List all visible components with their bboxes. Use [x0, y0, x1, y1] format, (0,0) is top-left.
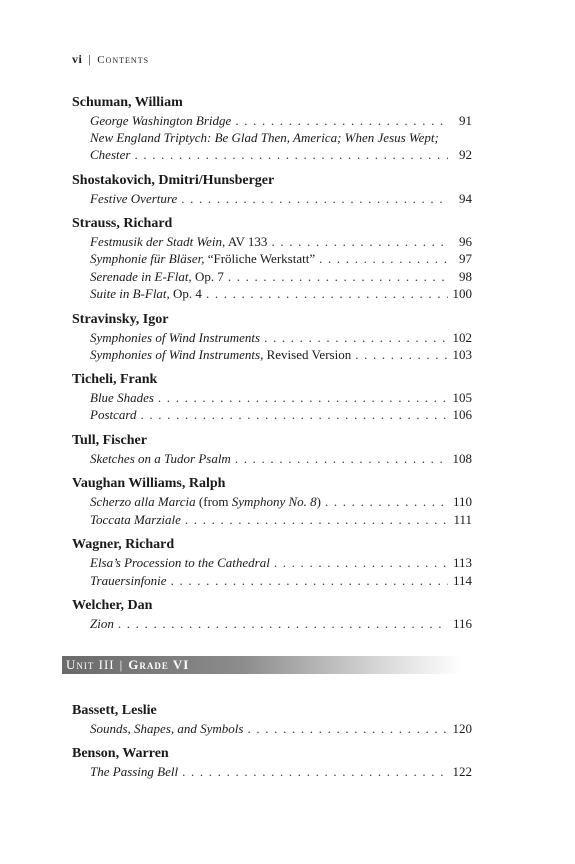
toc-entry[interactable]: [90, 615, 472, 632]
dot-leader: [134, 146, 448, 163]
toc-entry[interactable]: [90, 572, 472, 589]
toc-entry[interactable]: [90, 285, 472, 302]
page-ref: 110: [452, 494, 472, 509]
dot-leader: [325, 493, 448, 510]
unit-heading-bar: [62, 656, 462, 674]
dot-leader: [235, 112, 448, 129]
toc-entry[interactable]: [90, 493, 472, 510]
page-ref: 113: [452, 555, 472, 570]
page-ref: 102: [452, 330, 472, 345]
page-ref: 114: [452, 573, 472, 588]
work-title: Serenade in E-Flat,: [90, 269, 192, 284]
work-detail: AV 133: [225, 234, 268, 249]
page-ref: 97: [459, 251, 472, 266]
page-ref: 111: [453, 512, 472, 527]
dot-leader: [118, 615, 448, 632]
header-separator: |: [88, 52, 92, 66]
unit-separator: |: [119, 657, 124, 672]
composer-heading: Wagner, Richard: [72, 537, 175, 552]
toc-entry[interactable]: [90, 406, 472, 423]
composer-heading: Tull, Fischer: [72, 433, 147, 448]
work-title: Scherzo alla Marcia: [90, 494, 196, 509]
page-ref: 96: [459, 234, 472, 249]
work-title: Chester: [90, 147, 131, 162]
toc-entry[interactable]: [90, 233, 472, 250]
toc-entry[interactable]: [90, 763, 472, 780]
work-title: Symphonies of Wind Instruments,: [90, 347, 264, 362]
dot-leader: [355, 346, 448, 363]
composer-heading: Strauss, Richard: [72, 216, 173, 231]
work-detail: “Fröliche Werkstatt”: [204, 251, 316, 266]
page-ref: 120: [452, 721, 472, 736]
work-detail: Op. 4: [169, 286, 202, 301]
unit-label: Unit III: [66, 657, 115, 672]
page-ref: 100: [452, 286, 472, 301]
work-title: Blue Shades: [90, 390, 154, 405]
work-title: New England Triptych: Be Glad Then, America; When Jesus Wept;: [90, 130, 439, 145]
work-title: Sounds, Shapes, and Symbols: [90, 721, 244, 736]
composer-heading: Shostakovich, Dmitri/Hunsberger: [72, 173, 275, 188]
dot-leader: [247, 720, 448, 737]
composer-heading: Ticheli, Frank: [72, 372, 158, 387]
work-title: George Washington Bridge: [90, 113, 232, 128]
grade-label: Grade VI: [128, 657, 190, 672]
work-detail: (from: [195, 494, 232, 509]
page-ref: 106: [452, 407, 472, 422]
dot-leader: [171, 572, 448, 589]
dot-leader: [274, 554, 448, 571]
toc-entry[interactable]: [90, 190, 472, 207]
page-number: vi: [72, 52, 83, 66]
composer-heading: Stravinsky, Igor: [72, 312, 169, 327]
work-detail: Op. 7: [191, 269, 224, 284]
toc-entry[interactable]: [90, 346, 472, 363]
work-title: Toccata Marziale: [90, 512, 181, 527]
work-title: Symphonies of Wind Instruments: [90, 330, 261, 345]
work-title: Zion: [90, 616, 114, 631]
page-ref: 98: [459, 269, 472, 284]
page-ref: 108: [452, 451, 472, 466]
dot-leader: [158, 389, 448, 406]
dot-leader: [264, 329, 448, 346]
toc-entry[interactable]: [90, 554, 472, 571]
page-ref: 92: [459, 147, 472, 162]
composer-heading: Welcher, Dan: [72, 598, 153, 613]
work-title: Suite in B-Flat,: [90, 286, 170, 301]
toc-entry[interactable]: [90, 112, 472, 129]
dot-leader: [206, 285, 448, 302]
work-title: Festive Overture: [90, 191, 178, 206]
work-title: Festmusik der Stadt Wein,: [90, 234, 226, 249]
running-header: [72, 52, 149, 67]
toc-entry[interactable]: [90, 146, 472, 163]
work-detail: Revised Version: [263, 347, 352, 362]
composer-heading: Vaughan Williams, Ralph: [72, 476, 226, 491]
dot-leader: [140, 406, 448, 423]
toc-entry[interactable]: [90, 511, 472, 528]
toc-entry[interactable]: [90, 329, 472, 346]
toc-entry[interactable]: [90, 268, 472, 285]
header-title: Contents: [97, 54, 150, 66]
page-ref: 103: [452, 347, 472, 362]
page-ref: 105: [452, 390, 472, 405]
composer-heading: Bassett, Leslie: [72, 703, 157, 718]
page-ref: 116: [452, 616, 472, 631]
work-title: Elsa’s Procession to the Cathedral: [90, 555, 270, 570]
composer-heading: Schuman, William: [72, 95, 183, 110]
composer-heading: Benson, Warren: [72, 746, 169, 761]
work-detail-close: ): [316, 494, 321, 509]
toc-entry[interactable]: [90, 450, 472, 467]
work-title-secondary: Symphony No. 8: [231, 494, 317, 509]
work-title: The Passing Bell: [90, 764, 179, 779]
work-title: Trauersinfonie: [90, 573, 167, 588]
dot-leader: [182, 763, 448, 780]
work-title: Postcard: [90, 407, 137, 422]
work-title: Symphonie für Bläser,: [90, 251, 205, 266]
dot-leader: [235, 450, 448, 467]
page-ref: 94: [459, 191, 472, 206]
toc-entry[interactable]: [90, 250, 472, 267]
dot-leader: [319, 250, 448, 267]
dot-leader: [228, 268, 448, 285]
toc-entry[interactable]: [90, 129, 472, 146]
toc-entry[interactable]: [90, 389, 472, 406]
dot-leader: [181, 190, 448, 207]
work-title: Sketches on a Tudor Psalm: [90, 451, 231, 466]
dot-leader: [271, 233, 448, 250]
page-ref: 122: [452, 764, 472, 779]
toc-entry[interactable]: [90, 720, 472, 737]
dot-leader: [185, 511, 448, 528]
page-ref: 91: [459, 113, 472, 128]
